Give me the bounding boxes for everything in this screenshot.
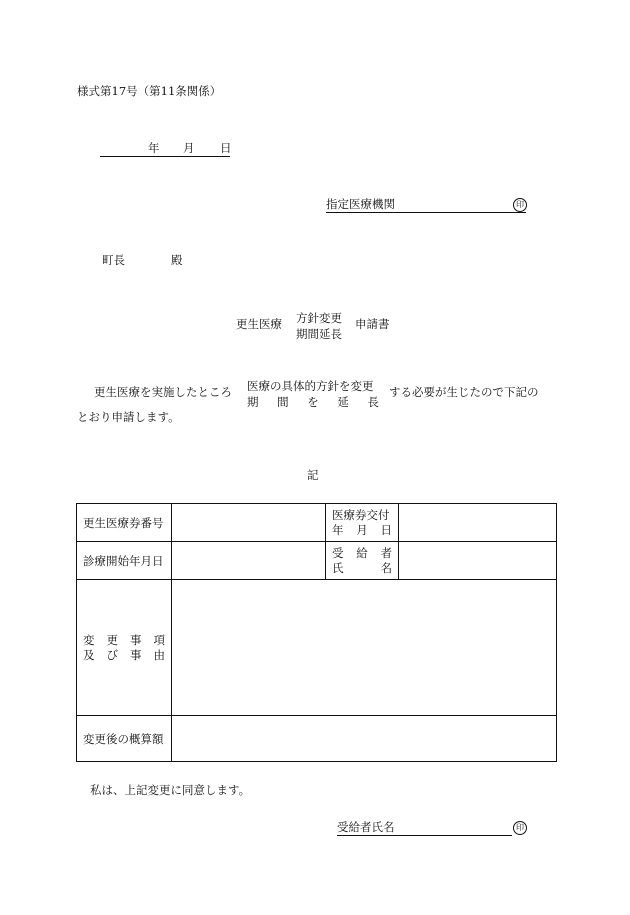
body-option-extend: 期 間 を 延 長 [247,395,379,409]
row1-issue-date-value[interactable] [399,504,557,542]
table-row [77,580,557,716]
row2-value[interactable] [172,542,326,580]
date-month: 月 [183,141,195,155]
title-options [296,310,342,342]
row1-value[interactable] [172,504,326,542]
table-row [77,504,557,542]
row4-value[interactable] [172,716,557,762]
title-suffix: 申請書 [355,317,390,331]
row2-recipient-value[interactable] [399,542,557,580]
form-number: 様式第17号（第11条関係） [77,84,222,98]
title-option-extend: 期間延長 [296,327,342,341]
institution-seal-icon: 印 [513,198,527,212]
body-line2: とおり申請します。 [77,410,180,424]
institution-label: 指定医療機関 [326,197,395,211]
date-day: 日 [220,141,232,155]
consent-text: 私は、上記変更に同意します。 [90,783,251,797]
town-head: 町長 [102,253,125,267]
row3-value[interactable] [172,580,557,716]
body-option-change: 医療の具体的方針を変更 [247,379,374,393]
recipient-label: 受給者氏名 [337,820,395,834]
title-option-change: 方針変更 [296,311,342,325]
table-row [77,542,557,580]
row2-recipient-label: 受 給 者 氏 名 [326,542,399,580]
title-prefix: 更生医療 [236,317,282,331]
row4-label: 変更後の概算額 [77,716,172,762]
row1-label: 更生医療券番号 [77,504,172,542]
table-row [77,716,557,762]
body-part2: する必要が生じたので下記の [389,385,539,399]
row1-issue-date-label: 医療券交付 年 月 日 [326,504,399,542]
row3-label: 変 更 事 項 及 び 事 由 [77,580,172,716]
application-table [76,503,557,762]
honorific: 殿 [171,253,183,267]
body-part1: 更生医療を実施したところ [94,385,232,399]
date-line [100,143,230,157]
recipient-seal-icon: 印 [513,821,527,835]
ki-heading: 記 [307,468,319,482]
date-year: 年 [148,141,160,155]
row2-label: 診療開始年月日 [77,542,172,580]
body-options [247,378,379,410]
